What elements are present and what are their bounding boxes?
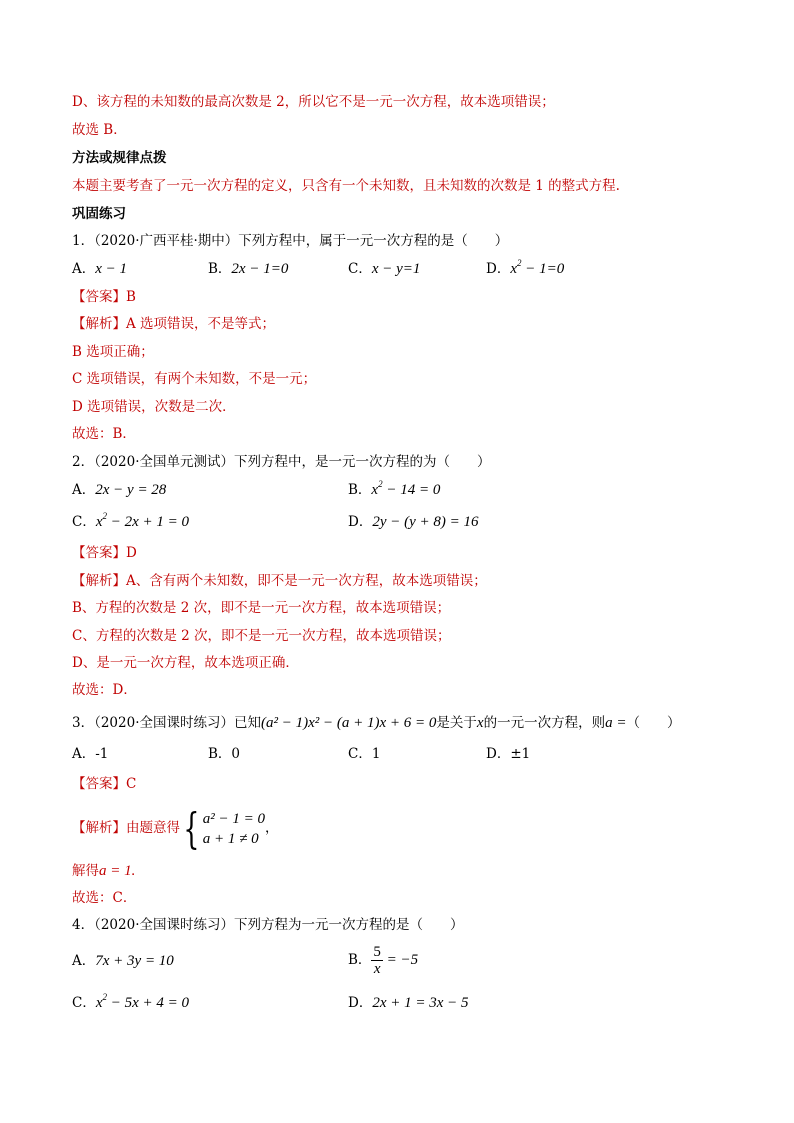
q2-analysis-a: 【解析】A、含有两个未知数，即不是一元一次方程，故本选项错误； (72, 573, 487, 589)
q3-option-a: A．-1 (72, 746, 109, 762)
q2-stem: 2．（2020·全国单元测试）下列方程中，是一元一次方程的为（ ） (72, 454, 491, 470)
q3-equation-system: a² − 1 = 0 a + 1 ≠ 0 (202, 810, 265, 847)
q3-answer: 【答案】C (72, 776, 137, 792)
q2-answer: 【答案】D (72, 545, 137, 561)
q4-option-b: B． $\frac{5}{x}$ = −5 (348, 944, 419, 977)
q4-option-c: C．$x^2 - 5x + 4 = 0$ (72, 992, 190, 1011)
q4-stem: 4．（2020·全国课时练习）下列方程为一元一次方程的是（ ） (72, 917, 464, 933)
fraction: $\frac{5}{x}$ (373, 944, 381, 977)
q1-analysis-c: C 选项错误，有两个未知数，不是一元； (72, 371, 317, 387)
q3-option-c: C．1 (348, 746, 381, 762)
prev-choose: 故选 B． (72, 122, 127, 138)
q2-option-d: D．2y − (y + 8) = 16 (348, 514, 479, 530)
q1-option-a: A．x − 1 (72, 261, 128, 277)
left-brace: { (183, 803, 200, 853)
q2-option-b: B．$x^2 - 14 = 0$ (348, 479, 441, 498)
q1-option-b: B．2x − 1=0 (208, 261, 289, 277)
q1-analysis-a: 【解析】A 选项错误，不是等式； (72, 316, 276, 332)
method-heading: 方法或规律点拨 (72, 150, 167, 166)
q4-option-d: D．2x + 1 = 3x − 5 (348, 995, 469, 1011)
q3-analysis: 【解析】由题意得{ a² − 1 = 0 a + 1 ≠ 0 ， (72, 803, 279, 853)
q2-option-a: A．2x − y = 28 (72, 482, 167, 498)
q1-stem: 1．（2020·广西平桂·期中）下列方程中，属于一元一次方程的是（ ） (72, 233, 509, 249)
q2-analysis-b: B、方程的次数是 2 次，即不是一元一次方程，故本选项错误； (72, 600, 451, 616)
q3-stem: 3．（2020·全国课时练习）已知(a² − 1)x² − (a + 1)x + 6 = 0是关于x的一元一次方程，则a =（ ） (72, 715, 681, 731)
q1-answer: 【答案】B (72, 289, 136, 305)
method-text: 本题主要考查了一元一次方程的定义，只含有一个未知数，且未知数的次数是 1 的整式方程. (72, 178, 620, 194)
q2-analysis-c: C、方程的次数是 2 次，即不是一元一次方程，故本选项错误； (72, 628, 451, 644)
q3-equation: (a² − 1)x² − (a + 1)x + 6 = 0 (261, 715, 437, 731)
q3-solve: 解得a = 1. (72, 863, 136, 879)
q2-analysis-d: D、是一元一次方程，故本选项正确． (72, 655, 299, 671)
practice-heading: 巩固练习 (72, 206, 126, 222)
q3-option-d: D．±1 (486, 746, 531, 762)
prev-option-d-analysis: D、该方程的未知数的最高次数是 2，所以它不是一元一次方程，故本选项错误； (72, 94, 555, 110)
q4-option-a: A．7x + 3y = 10 (72, 953, 174, 969)
q1-option-d: D．$x^2 - 1=0$ (486, 258, 565, 277)
q1-option-c: C．x − y=1 (348, 261, 421, 277)
q1-choose: 故选：B． (72, 426, 136, 442)
q3-option-b: B．0 (208, 746, 241, 762)
q2-option-c: C．$x^2 - 2x + 1 = 0$ (72, 511, 190, 530)
q1-analysis-d: D 选项错误，次数是二次． (72, 399, 236, 415)
q2-choose: 故选：D． (72, 682, 137, 698)
q3-choose: 故选：C． (72, 890, 137, 906)
q1-analysis-b: B 选项正确； (72, 344, 154, 360)
